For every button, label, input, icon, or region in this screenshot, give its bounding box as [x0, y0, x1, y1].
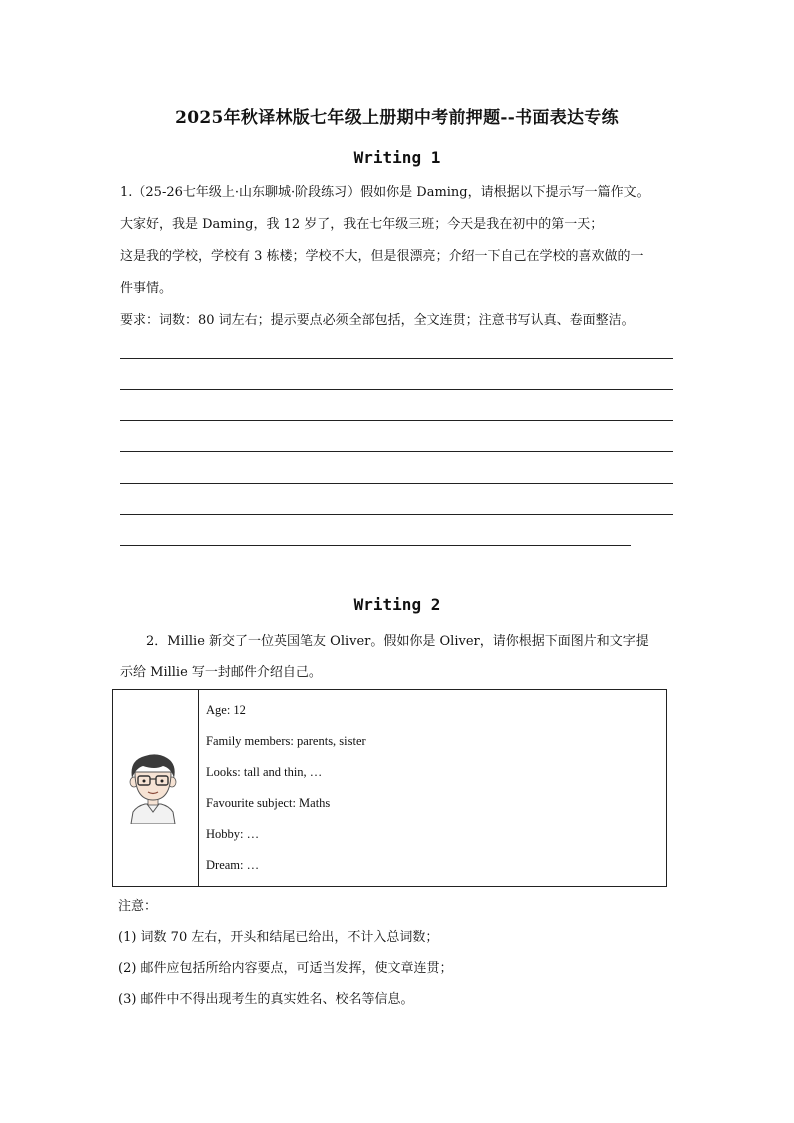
info-table: [112, 689, 667, 887]
writing1-prompt-line: 1.（25-26七年级上·山东聊城·阶段练习）假如你是 Daming，请根据以下提示写一篇作文。: [120, 185, 650, 200]
portrait-cell: [113, 690, 199, 887]
writing1-prompt-line: 这是我的学校，学校有 3 栋楼；学校不大，但是很漂亮；介绍一下自己在学校的喜欢做的一: [120, 249, 644, 264]
info-looks: Looks: tall and thin, …: [206, 765, 323, 779]
info-subject: Favourite subject: Maths: [206, 796, 331, 810]
note-item: (1) 词数 70 左右，开头和结尾已给出，不计入总词数；: [118, 930, 439, 945]
boy-portrait-illustration: [123, 752, 183, 824]
info-dream: Dream: …: [206, 858, 260, 872]
info-age: Age: 12: [206, 703, 246, 717]
answer-line[interactable]: [120, 545, 631, 546]
answer-line[interactable]: [120, 451, 673, 452]
writing2-heading: Writing 2: [353, 595, 441, 614]
answer-line[interactable]: [120, 358, 673, 359]
answer-line[interactable]: [120, 514, 673, 515]
writing2-prompt-line: 2．Millie 新交了一位英国笔友 Oliver。假如你是 Oliver，请你根据下面图片和文字提: [146, 634, 649, 649]
writing1-prompt-line: 件事情。: [120, 281, 173, 296]
info-family: Family members: parents, sister: [206, 734, 366, 748]
writing1-requirements: 要求：词数：80 词左右；提示要点必须全部包括，全文连贯；注意书写认真、卷面整洁。: [120, 313, 635, 328]
writing1-prompt-line: 大家好，我是 Daming，我 12 岁了，我在七年级三班；今天是我在初中的第一天；: [120, 217, 604, 232]
writing2-prompt-line: 示给 Millie 写一封邮件介绍自己。: [120, 665, 322, 680]
answer-line[interactable]: [120, 483, 673, 484]
info-cell: [199, 690, 667, 887]
answer-line[interactable]: [120, 389, 673, 390]
writing1-heading: Writing 1: [353, 148, 441, 167]
notes-heading: 注意：: [118, 899, 158, 914]
page-title: 2025年秋译林版七年级上册期中考前押题--书面表达专练: [175, 108, 619, 128]
info-hobby: Hobby: …: [206, 827, 260, 841]
note-item: (3) 邮件中不得出现考生的真实姓名、校名等信息。: [118, 992, 414, 1007]
answer-line[interactable]: [120, 420, 673, 421]
note-item: (2) 邮件应包括所给内容要点，可适当发挥，使文章连贯；: [118, 961, 453, 976]
